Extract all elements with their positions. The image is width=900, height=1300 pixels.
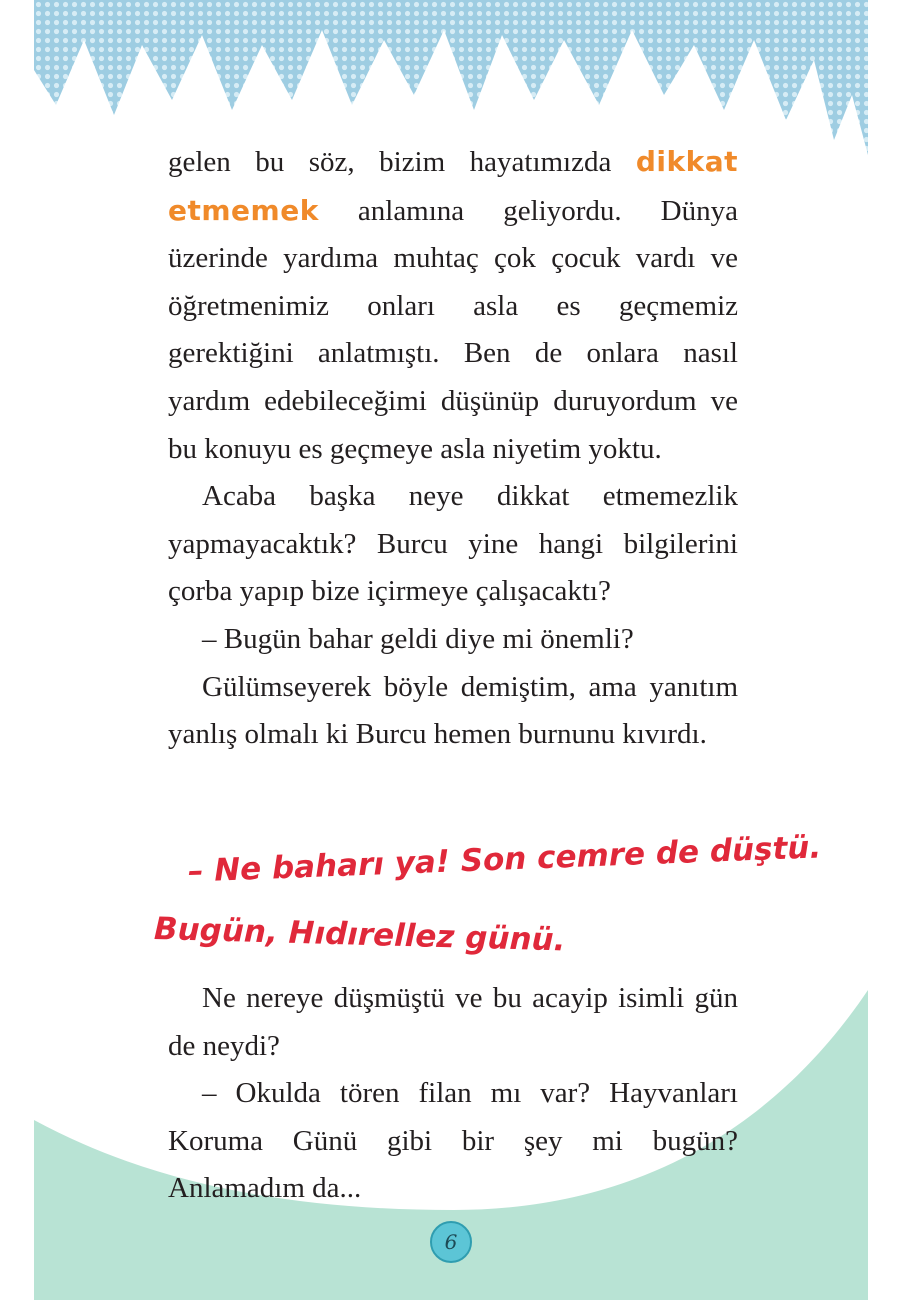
highlighted-phrase: dikkat etmemek: [168, 145, 738, 227]
paragraph-3: – Bugün bahar geldi diye mi önemli?: [202, 622, 634, 655]
body-text-continued: [168, 975, 738, 1213]
paragraph-1: [168, 138, 738, 473]
quote-line-2: Bugün, Hıdırellez günü.: [153, 911, 566, 959]
paragraph-1-end: anlamına geliyordu. Dünya üzerinde yardıma muhtaç çok çocuk vardı ve öğretmenimiz onları asla es geçmemiz gerektiğini anlatmıştı. Ben de onlara nasıl yardım edebileceğimi düşünüp duruyordum ve bu konuyu es geçmeye asla niyetim yoktu.: [168, 194, 738, 465]
paragraph-1-start: gelen bu söz, bizim hayatımızda: [168, 146, 636, 178]
page-number: 6: [430, 1221, 472, 1263]
quote-line-1: – Ne baharı ya! Son cemre de düştü.: [187, 829, 822, 890]
handwritten-quote: [153, 829, 822, 959]
paragraph-5: Ne nereye düşmüştü ve bu acayip isimli gün de neydi?: [168, 982, 738, 1062]
paragraph-2: Acaba başka neye dikkat etmemezlik yapmayacaktık? Burcu yine hangi bilgilerini çorba yapıp bize içirmeye çalışacaktı?: [168, 480, 738, 608]
body-text: [168, 138, 738, 759]
book-page: [34, 0, 868, 1300]
paragraph-4: Gülümseyerek böyle demiştim, ama yanıtım yanlış olmalı ki Burcu hemen burnunu kıvırdı.: [168, 670, 738, 751]
paragraph-6: – Okulda tören filan mı var? Hayvanları Koruma Günü gibi bir şey mi bugün? Anlamadım da...: [168, 1077, 738, 1205]
